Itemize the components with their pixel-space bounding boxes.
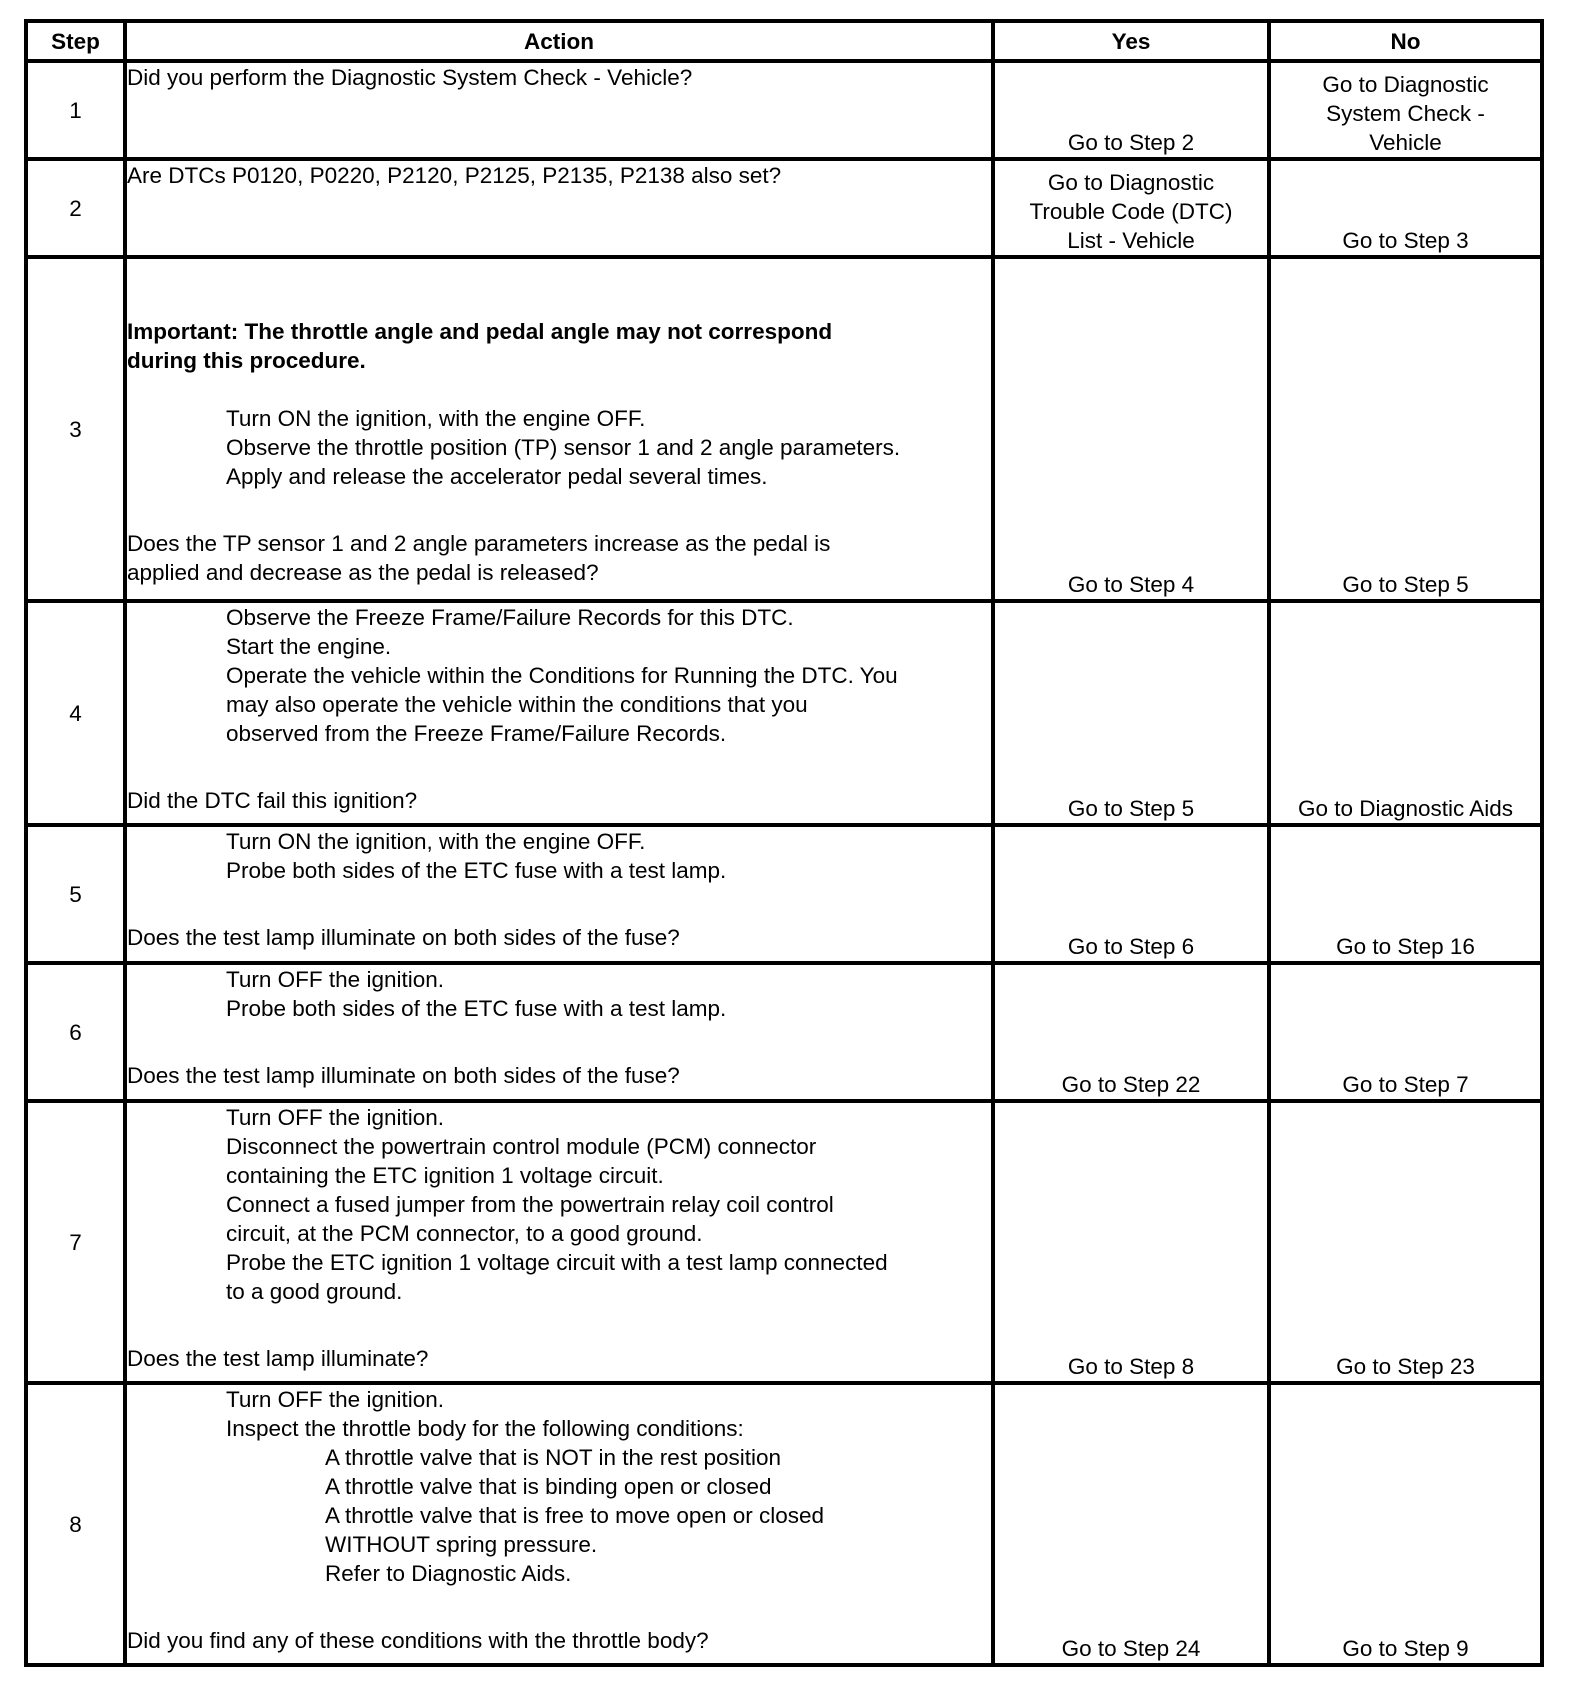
action-line: Apply and release the accelerator pedal several times. [226, 464, 768, 489]
condition-item: A throttle valve that is free to move open or closed [325, 1503, 825, 1528]
action-question: Does the test lamp illuminate on both sides of the fuse? [127, 925, 680, 950]
table-row [26, 257, 1542, 601]
table-row [26, 601, 1542, 825]
action-line: Turn OFF the ignition. [226, 967, 445, 992]
step-number: 2 [26, 159, 125, 257]
action-line: Probe both sides of the ETC fuse with a test lamp. [226, 858, 727, 883]
action-cell [125, 601, 993, 825]
no-cell [1269, 601, 1542, 825]
yes-result: Go to Step 2 [1067, 130, 1195, 155]
table-row [26, 825, 1542, 963]
no-result: Go to Step 7 [1342, 1072, 1469, 1097]
yes-result: Go to Diagnostic Trouble Code (DTC) List - Vehicle [1029, 170, 1233, 253]
action-line: circuit, at the PCM connector, to a good ground. [226, 1221, 703, 1246]
action-line: Operate the vehicle within the Conditions for Running the DTC. You [226, 663, 898, 688]
action-line: Observe the throttle position (TP) sensor 1 and 2 angle parameters. [226, 435, 901, 460]
no-result: Go to Step 16 [1336, 934, 1475, 959]
header-no: No [1269, 21, 1542, 61]
yes-cell [993, 61, 1269, 159]
yes-result: Go to Step 6 [1067, 934, 1195, 959]
table-row [26, 1101, 1542, 1383]
action-cell [125, 61, 993, 159]
no-result: Go to Diagnostic System Check - Vehicle [1322, 72, 1489, 155]
no-cell [1269, 1383, 1542, 1665]
action-cell [125, 1383, 993, 1665]
step-number: 6 [26, 963, 125, 1101]
action-line: Probe both sides of the ETC fuse with a test lamp. [226, 996, 727, 1021]
step-number: 8 [26, 1383, 125, 1665]
action-line: Did you perform the Diagnostic System Check - Vehicle? [127, 65, 693, 90]
header-row [26, 21, 1542, 61]
no-result: Go to Step 23 [1336, 1354, 1475, 1379]
header-yes: Yes [993, 21, 1269, 61]
action-line: Turn ON the ignition, with the engine OFF. [226, 406, 646, 431]
action-question: Did the DTC fail this ignition? [127, 788, 418, 813]
action-line: observed from the Freeze Frame/Failure Records. [226, 721, 727, 746]
important-note: Important: The throttle angle and pedal angle may not correspond [127, 319, 833, 344]
no-result: Go to Diagnostic Aids [1297, 796, 1514, 821]
action-line: Turn OFF the ignition. [226, 1105, 445, 1130]
condition-item: A throttle valve that is NOT in the rest position [325, 1445, 782, 1470]
yes-cell [993, 257, 1269, 601]
action-line: Are DTCs P0120, P0220, P2120, P2125, P2135, P2138 also set? [127, 163, 782, 188]
header-step: Step [26, 21, 125, 61]
condition-item: WITHOUT spring pressure. [325, 1532, 598, 1557]
yes-result: Go to Step 22 [1061, 1072, 1201, 1097]
action-line: containing the ETC ignition 1 voltage circuit. [226, 1163, 664, 1188]
no-result: Go to Step 9 [1342, 1636, 1469, 1661]
action-cell [125, 1101, 993, 1383]
action-question: applied and decrease as the pedal is released? [127, 560, 599, 585]
no-cell [1269, 1101, 1542, 1383]
yes-result: Go to Step 24 [1061, 1636, 1201, 1661]
no-cell [1269, 61, 1542, 159]
action-question: Does the test lamp illuminate? [127, 1346, 429, 1371]
action-line: Start the engine. [226, 634, 392, 659]
step-number: 3 [26, 257, 125, 601]
action-cell [125, 159, 993, 257]
yes-cell [993, 963, 1269, 1101]
no-cell [1269, 963, 1542, 1101]
no-cell [1269, 257, 1542, 601]
step-number: 7 [26, 1101, 125, 1383]
table-row [26, 963, 1542, 1101]
yes-cell [993, 601, 1269, 825]
no-cell [1269, 159, 1542, 257]
action-line: Probe the ETC ignition 1 voltage circuit with a test lamp connected [226, 1250, 888, 1275]
action-question: Did you find any of these conditions with the throttle body? [127, 1628, 709, 1653]
action-question: Does the TP sensor 1 and 2 angle parameters increase as the pedal is [127, 531, 831, 556]
condition-item: Refer to Diagnostic Aids. [325, 1561, 572, 1586]
action-line: may also operate the vehicle within the conditions that you [226, 692, 808, 717]
no-result: Go to Step 3 [1342, 228, 1469, 253]
action-line: Disconnect the powertrain control module (PCM) connector [226, 1134, 817, 1159]
yes-cell [993, 159, 1269, 257]
action-cell [125, 963, 993, 1101]
action-line: Inspect the throttle body for the following conditions: [226, 1416, 744, 1441]
important-note: during this procedure. [127, 348, 366, 373]
table-row [26, 1383, 1542, 1665]
yes-result: Go to Step 4 [1067, 572, 1195, 597]
yes-cell [993, 1101, 1269, 1383]
table-row [26, 159, 1542, 257]
header-action: Action [125, 21, 993, 61]
action-line: to a good ground. [226, 1279, 403, 1304]
action-line: Observe the Freeze Frame/Failure Records for this DTC. [226, 605, 794, 630]
action-cell [125, 825, 993, 963]
yes-cell [993, 825, 1269, 963]
table-row [26, 61, 1542, 159]
diagnostic-table [24, 19, 1544, 1667]
action-line: Turn OFF the ignition. [226, 1387, 445, 1412]
no-result: Go to Step 5 [1342, 572, 1469, 597]
step-number: 4 [26, 601, 125, 825]
yes-result: Go to Step 8 [1067, 1354, 1195, 1379]
action-cell [125, 257, 993, 601]
step-number: 5 [26, 825, 125, 963]
no-cell [1269, 825, 1542, 963]
yes-cell [993, 1383, 1269, 1665]
action-line: Turn ON the ignition, with the engine OFF. [226, 829, 646, 854]
action-question: Does the test lamp illuminate on both sides of the fuse? [127, 1063, 680, 1088]
condition-item: A throttle valve that is binding open or closed [325, 1474, 772, 1499]
action-line: Connect a fused jumper from the powertrain relay coil control [226, 1192, 834, 1217]
yes-result: Go to Step 5 [1067, 796, 1195, 821]
step-number: 1 [26, 61, 125, 159]
